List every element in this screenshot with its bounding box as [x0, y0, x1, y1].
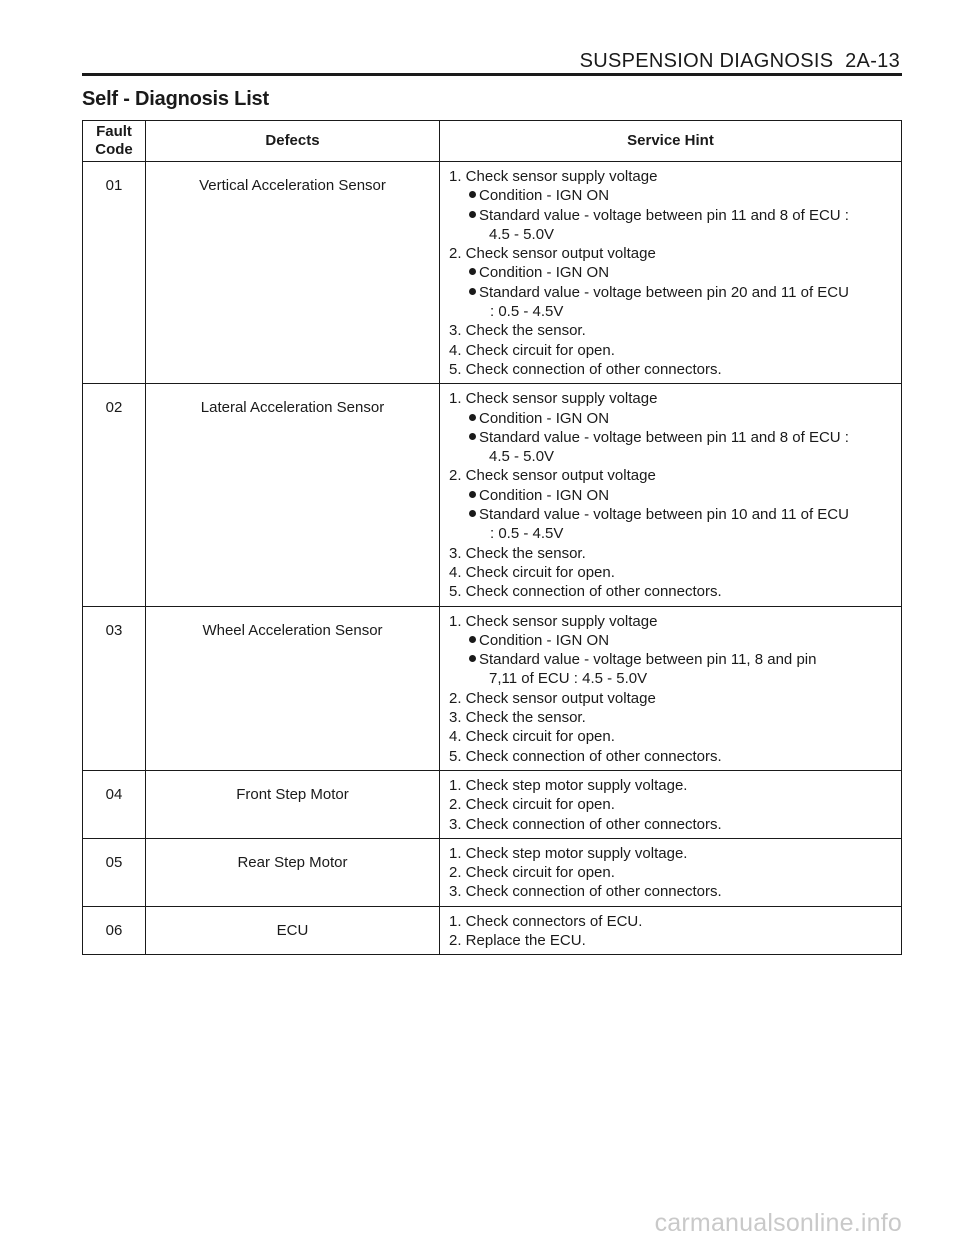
service-hint-cell	[440, 384, 902, 606]
service-hint-line	[447, 225, 897, 244]
service-hint-line	[447, 727, 897, 746]
service-hint-line	[447, 708, 897, 727]
service-hint-text: Condition - IGN ON	[479, 409, 610, 427]
service-hint-text: 7,11 of ECU : 4.5 - 5.0V	[489, 670, 648, 688]
table-row	[83, 838, 902, 906]
service-hint-text: Condition - IGN ON	[479, 631, 610, 649]
service-hint-line	[447, 669, 897, 688]
defect-cell: Lateral Acceleration Sensor	[146, 384, 440, 606]
service-hint-text: Condition - IGN ON	[479, 187, 610, 205]
service-hint-line	[447, 409, 897, 428]
service-hint-line	[447, 167, 897, 186]
service-hint-line	[447, 428, 897, 447]
header-title: SUSPENSION DIAGNOSIS	[579, 50, 834, 72]
service-hint-line	[447, 389, 897, 408]
table-row	[83, 162, 902, 384]
bullet-icon	[469, 655, 476, 662]
table-row	[83, 384, 902, 606]
service-hint-text: 4. Check circuit for open.	[449, 341, 615, 359]
service-hint-text: 3. Check the sensor.	[449, 322, 586, 340]
watermark: carmanualsonline.info	[654, 1209, 902, 1237]
service-hint-line	[447, 466, 897, 485]
service-hint-text: 4. Check circuit for open.	[449, 563, 615, 581]
table-row	[83, 606, 902, 770]
service-hint-text: 2. Check circuit for open.	[449, 864, 615, 882]
service-hint-line	[447, 650, 897, 669]
fault-code-cell: 03	[83, 606, 146, 770]
service-hint-line	[447, 206, 897, 225]
fault-code-cell: 04	[83, 770, 146, 838]
service-hint-cell	[440, 906, 902, 955]
column-header-fault-code	[83, 121, 146, 162]
fault-code-cell: 06	[83, 906, 146, 955]
service-hint-line	[447, 815, 897, 834]
service-hint-text: 2. Check sensor output voltage	[449, 467, 656, 485]
service-hint-line	[447, 631, 897, 650]
defect-cell: ECU	[146, 906, 440, 955]
bullet-icon	[469, 211, 476, 218]
bullet-icon	[469, 433, 476, 440]
service-hint-cell	[440, 770, 902, 838]
service-hint-text: Standard value - voltage between pin 11, 8 and pin	[479, 651, 817, 669]
section-title: Self - Diagnosis List	[82, 88, 269, 110]
bullet-icon	[469, 510, 476, 517]
page-header	[580, 50, 900, 73]
service-hint-line	[447, 795, 897, 814]
service-hint-line	[447, 689, 897, 708]
service-hint-text: Standard value - voltage between pin 11 and 8 of ECU :	[479, 428, 849, 446]
service-hint-text: 2. Check sensor output voltage	[449, 689, 656, 707]
service-hint-line	[447, 524, 897, 543]
service-hint-text: 3. Check the sensor.	[449, 544, 586, 562]
service-hint-line	[447, 447, 897, 466]
service-hint-text: 1. Check sensor supply voltage	[449, 168, 658, 185]
service-hint-text: 2. Replace the ECU.	[449, 931, 586, 949]
service-hint-text: 1. Check sensor supply voltage	[449, 390, 658, 408]
column-header-fault-code-line1: Fault	[96, 123, 132, 140]
service-hint-line	[447, 244, 897, 263]
service-hint-text: 1. Check step motor supply voltage.	[449, 776, 688, 794]
table-row	[83, 770, 902, 838]
fault-code-cell: 05	[83, 838, 146, 906]
service-hint-text: 5. Check connection of other connectors.	[449, 360, 722, 378]
table-row	[83, 906, 902, 955]
bullet-icon	[469, 191, 476, 198]
service-hint-text: 2. Check sensor output voltage	[449, 245, 656, 263]
service-hint-line	[447, 505, 897, 524]
service-hint-line	[447, 283, 897, 302]
bullet-icon	[469, 288, 476, 295]
service-hint-text: 5. Check connection of other connectors.	[449, 747, 722, 765]
service-hint-line	[447, 341, 897, 360]
bullet-icon	[469, 414, 476, 421]
service-hint-text: Condition - IGN ON	[479, 486, 610, 504]
service-hint-line	[447, 563, 897, 582]
defect-cell: Front Step Motor	[146, 770, 440, 838]
service-hint-text: 5. Check connection of other connectors.	[449, 583, 722, 601]
service-hint-line	[447, 263, 897, 282]
defect-cell: Vertical Acceleration Sensor	[146, 162, 440, 384]
self-diagnosis-table	[82, 120, 902, 955]
column-header-defects: Defects	[146, 121, 440, 162]
service-hint-text: 4. Check circuit for open.	[449, 728, 615, 746]
service-hint-text: 1. Check connectors of ECU.	[449, 912, 643, 930]
service-hint-text: 3. Check the sensor.	[449, 709, 586, 727]
fault-code-cell: 01	[83, 162, 146, 384]
bullet-icon	[469, 491, 476, 498]
service-hint-line	[447, 844, 897, 863]
service-hint-text: 3. Check connection of other connectors.	[449, 815, 722, 833]
service-hint-line	[447, 582, 897, 601]
service-hint-text: 3. Check connection of other connectors.	[449, 883, 722, 901]
fault-code-cell: 02	[83, 384, 146, 606]
service-hint-cell	[440, 162, 902, 384]
service-hint-line	[447, 612, 897, 631]
service-hint-line	[447, 302, 897, 321]
service-hint-line	[447, 486, 897, 505]
column-header-service-hint: Service Hint	[440, 121, 902, 162]
service-hint-line	[447, 882, 897, 901]
service-hint-text: : 0.5 - 4.5V	[490, 303, 564, 321]
service-hint-line	[447, 544, 897, 563]
service-hint-cell	[440, 606, 902, 770]
service-hint-text: Condition - IGN ON	[479, 264, 610, 282]
service-hint-text: 2. Check circuit for open.	[449, 796, 615, 814]
defect-cell: Wheel Acceleration Sensor	[146, 606, 440, 770]
service-hint-cell	[440, 838, 902, 906]
service-hint-line	[447, 776, 897, 795]
service-hint-text: Standard value - voltage between pin 11 and 8 of ECU :	[479, 206, 849, 224]
service-hint-text: 1. Check step motor supply voltage.	[449, 844, 688, 862]
service-hint-line	[447, 321, 897, 340]
service-hint-line	[447, 186, 897, 205]
service-hint-text: Standard value - voltage between pin 10 and 11 of ECU	[479, 506, 849, 524]
service-hint-text: 4.5 - 5.0V	[489, 448, 555, 466]
header-page-number: 2A-13	[845, 50, 900, 72]
column-header-fault-code-line2: Code	[95, 141, 133, 158]
table-body	[83, 162, 902, 955]
service-hint-text: 4.5 - 5.0V	[489, 225, 555, 243]
service-hint-line	[447, 931, 897, 950]
service-hint-line	[447, 360, 897, 379]
bullet-icon	[469, 636, 476, 643]
bullet-icon	[469, 268, 476, 275]
header-rule	[82, 73, 902, 76]
table-header-row	[83, 121, 902, 162]
service-hint-line	[447, 912, 897, 931]
defect-cell: Rear Step Motor	[146, 838, 440, 906]
service-hint-text: Standard value - voltage between pin 20 and 11 of ECU	[479, 283, 849, 301]
service-hint-line	[447, 863, 897, 882]
service-hint-text: 1. Check sensor supply voltage	[449, 612, 658, 630]
service-hint-text: : 0.5 - 4.5V	[490, 525, 564, 543]
service-hint-line	[447, 747, 897, 766]
